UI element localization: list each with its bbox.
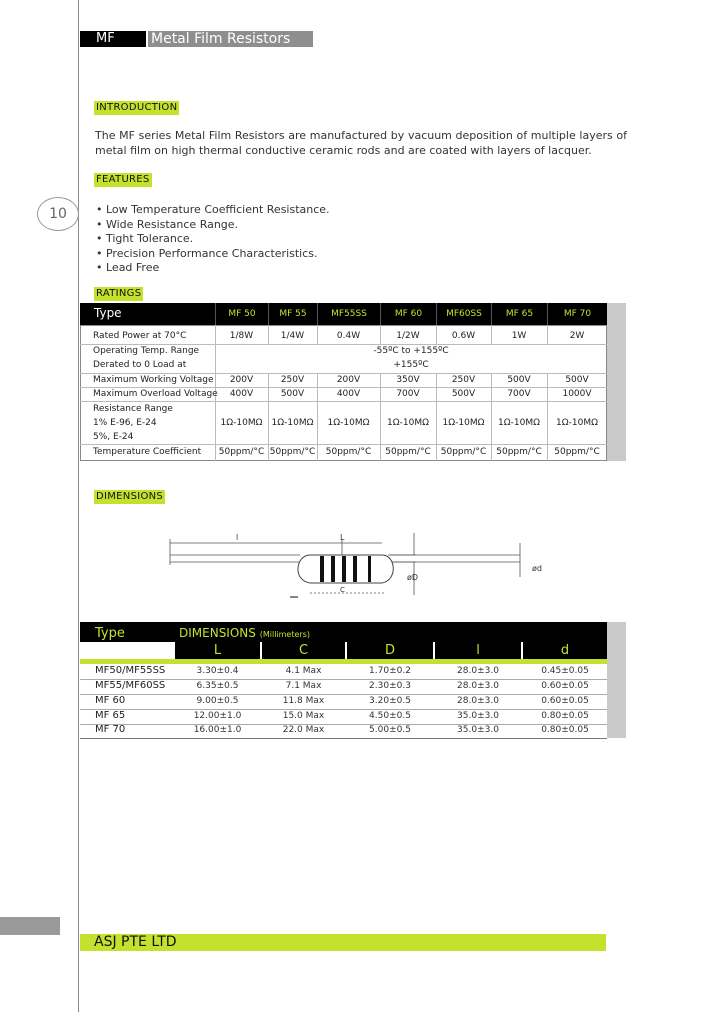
page-title: Metal Film Resistors	[148, 31, 313, 47]
rated-power-value: 1W	[511, 331, 527, 341]
dim-row-type: MF55/MF60SS	[95, 680, 166, 691]
row-divider	[80, 401, 607, 402]
row-divider	[80, 387, 607, 388]
feature-item: • Lead Free	[96, 261, 160, 275]
dim-cell: 22.0 Max	[282, 725, 325, 735]
rated-power-value: 1/4W	[280, 331, 305, 341]
resistance-range-value: 1Ω-10MΩ	[556, 418, 598, 428]
temp-coefficient-value: 50ppm/°C	[496, 447, 542, 457]
label-l: l	[236, 533, 239, 542]
dim-cell: 1.70±0.2	[369, 666, 411, 676]
dim-row-type: MF 60	[95, 695, 126, 706]
feature-item: • Tight Tolerance.	[96, 232, 194, 246]
rated-power-value: 1/2W	[396, 331, 420, 341]
dim-cell: 2.30±0.3	[369, 681, 411, 691]
dim-row-type: MF50/MF55SS	[95, 665, 166, 676]
intro-paragraph: The MF series Metal Film Resistors are manufactured by vacuum deposition of multiple layers of metal film on high thermal conductive ceramic rods and are coated with layers of lacquer.	[95, 129, 627, 157]
dimensions-unit: (Millimeters)	[259, 630, 310, 639]
dim-row-type: MF 65	[95, 710, 126, 721]
max-overload-voltage-value: 500V	[451, 389, 476, 399]
temp-coefficient-value: 50ppm/°C	[269, 447, 316, 457]
max-working-voltage-value: 250V	[451, 375, 476, 385]
row-divider	[80, 373, 607, 374]
label-D: øD	[407, 573, 419, 582]
temp-coefficient-value: 50ppm/°C	[440, 447, 487, 457]
color-band	[320, 556, 324, 582]
dim-cell: 3.30±0.4	[196, 666, 239, 676]
row-divider	[80, 444, 607, 445]
dim-cell: 0.60±0.05	[541, 696, 589, 706]
dim-cell: 16.00±1.0	[193, 725, 242, 735]
max-working-voltage-value: 250V	[280, 375, 305, 385]
dim-cell: 4.1 Max	[285, 666, 322, 676]
dim-col-header: L	[175, 642, 260, 659]
dim-cell: 15.0 Max	[282, 711, 325, 721]
resistance-range-value: 1Ω-10MΩ	[442, 418, 485, 428]
dim-cell: 0.80±0.05	[541, 725, 589, 735]
operating-temp-range: -55ºC to +155ºC	[373, 346, 449, 356]
resistance-e24-label: 5%, E-24	[93, 432, 134, 442]
dimensions-title-text: DIMENSIONS	[179, 626, 256, 640]
dim-cell: 7.1 Max	[285, 681, 322, 691]
feature-item: • Wide Resistance Range.	[96, 217, 239, 231]
rated-power-label: Rated Power at 70°C	[93, 331, 187, 341]
rated-power-value: 1/8W	[229, 331, 254, 341]
resistance-range-label: Resistance Range	[93, 404, 173, 414]
ratings-heading: RATINGS	[96, 288, 142, 299]
dim-col-header: C	[262, 642, 345, 659]
color-band	[342, 556, 346, 582]
dim-cell: 9.00±0.5	[196, 696, 239, 706]
dimensions-table-header	[80, 622, 607, 642]
ratings-col-header: MF55SS	[317, 303, 380, 325]
dim-cell: 28.0±3.0	[457, 681, 499, 691]
resistance-e96-label: 1% E-96, E-24	[93, 418, 157, 428]
derated-label: Derated to 0 Load at	[93, 360, 187, 370]
dim-cell: 0.45±0.05	[541, 666, 589, 676]
max-overload-voltage-value: 1000V	[562, 389, 592, 399]
dim-col-header: l	[435, 642, 521, 659]
ratings-col-header: MF 70	[547, 303, 607, 325]
footer-company: ASJ PTE LTD	[80, 934, 606, 951]
dim-cell: 12.00±1.0	[193, 711, 242, 721]
dim-cell: 35.0±3.0	[457, 711, 499, 721]
dimensions-type-label: Type	[95, 626, 125, 641]
max-working-voltage-label: Maximum Working Voltage	[93, 375, 214, 385]
temp-coefficient-value: 50ppm/°C	[554, 447, 600, 457]
rated-power-value: 0.4W	[336, 331, 361, 341]
max-overload-voltage-label: Maximum Overload Voltage	[93, 389, 218, 399]
resistance-range-value: 1Ω-10MΩ	[387, 418, 429, 428]
max-working-voltage-value: 200V	[229, 375, 254, 385]
dim-col-header: d	[523, 642, 607, 659]
feature-item: • Precision Performance Characteristics.	[96, 246, 318, 260]
max-overload-voltage-value: 400V	[336, 389, 361, 399]
resistance-range-value: 1Ω-10MΩ	[271, 418, 314, 428]
max-working-voltage-value: 350V	[396, 375, 420, 385]
introduction-heading: INTRODUCTION	[96, 102, 178, 113]
color-band	[368, 556, 371, 582]
series-label: MF	[80, 31, 146, 47]
max-overload-voltage-value: 400V	[229, 389, 254, 399]
temp-coefficient-value: 50ppm/°C	[385, 447, 431, 457]
features-list	[96, 203, 330, 276]
rated-power-value: 0.6W	[451, 331, 476, 341]
ratings-col-header: MF 65	[491, 303, 547, 325]
dim-row-type: MF 70	[95, 724, 126, 735]
features-heading: FEATURES	[96, 174, 150, 185]
ratings-col-header: MF 50	[215, 303, 268, 325]
dimensions-table-title	[179, 626, 310, 640]
ratings-table-shadow	[607, 303, 626, 461]
label-L: L	[340, 533, 345, 542]
dimensions-table-shadow	[607, 622, 626, 738]
dim-cell: 6.35±0.5	[196, 681, 239, 691]
max-overload-voltage-value: 700V	[396, 389, 420, 399]
max-overload-voltage-value: 700V	[507, 389, 531, 399]
label-d: ød	[532, 564, 542, 573]
resistance-range-value: 1Ω-10MΩ	[498, 418, 540, 428]
max-working-voltage-value: 200V	[336, 375, 361, 385]
color-band	[353, 556, 357, 582]
derate-temp: +155ºC	[393, 360, 429, 370]
feature-item: • Low Temperature Coefficient Resistance.	[96, 203, 330, 216]
temp-coefficient-value: 50ppm/°C	[325, 447, 372, 457]
dim-cell: 35.0±3.0	[457, 725, 499, 735]
dim-cell: 11.8 Max	[282, 696, 325, 706]
ratings-col-header: MF 60	[380, 303, 436, 325]
page-number-badge: 10	[37, 197, 79, 231]
dim-cell: 0.80±0.05	[541, 711, 589, 721]
resistance-range-value: 1Ω-10MΩ	[327, 418, 370, 428]
operating-temp-label: Operating Temp. Range	[93, 346, 200, 356]
dim-cell: 5.00±0.5	[369, 725, 411, 735]
label-C: C	[340, 586, 345, 594]
ratings-col-header: MF60SS	[436, 303, 491, 325]
resistance-range-value: 1Ω-10MΩ	[220, 418, 263, 428]
temp-coefficient-value: 50ppm/°C	[218, 447, 265, 457]
color-band	[331, 556, 335, 582]
dim-cell: 28.0±3.0	[457, 696, 499, 706]
footer-gray-tab	[0, 917, 60, 935]
dimensions-heading: DIMENSIONS	[96, 491, 164, 502]
margin-line	[78, 0, 79, 1012]
max-working-voltage-value: 500V	[565, 375, 589, 385]
dim-cell: 3.20±0.5	[369, 696, 411, 706]
ratings-col-header: MF 55	[268, 303, 317, 325]
ratings-type-label: Type	[94, 306, 122, 320]
dim-cell: 4.50±0.5	[369, 711, 411, 721]
resistor-diagram	[160, 525, 560, 605]
dim-cell: 0.60±0.05	[541, 681, 589, 691]
dim-cell: 28.0±3.0	[457, 666, 499, 676]
rated-power-value: 2W	[569, 331, 585, 341]
temp-coefficient-label: Temperature Coefficient	[93, 447, 202, 457]
max-overload-voltage-value: 500V	[280, 389, 305, 399]
dim-col-header: D	[347, 642, 433, 659]
row-divider	[80, 344, 607, 345]
max-working-voltage-value: 500V	[507, 375, 531, 385]
